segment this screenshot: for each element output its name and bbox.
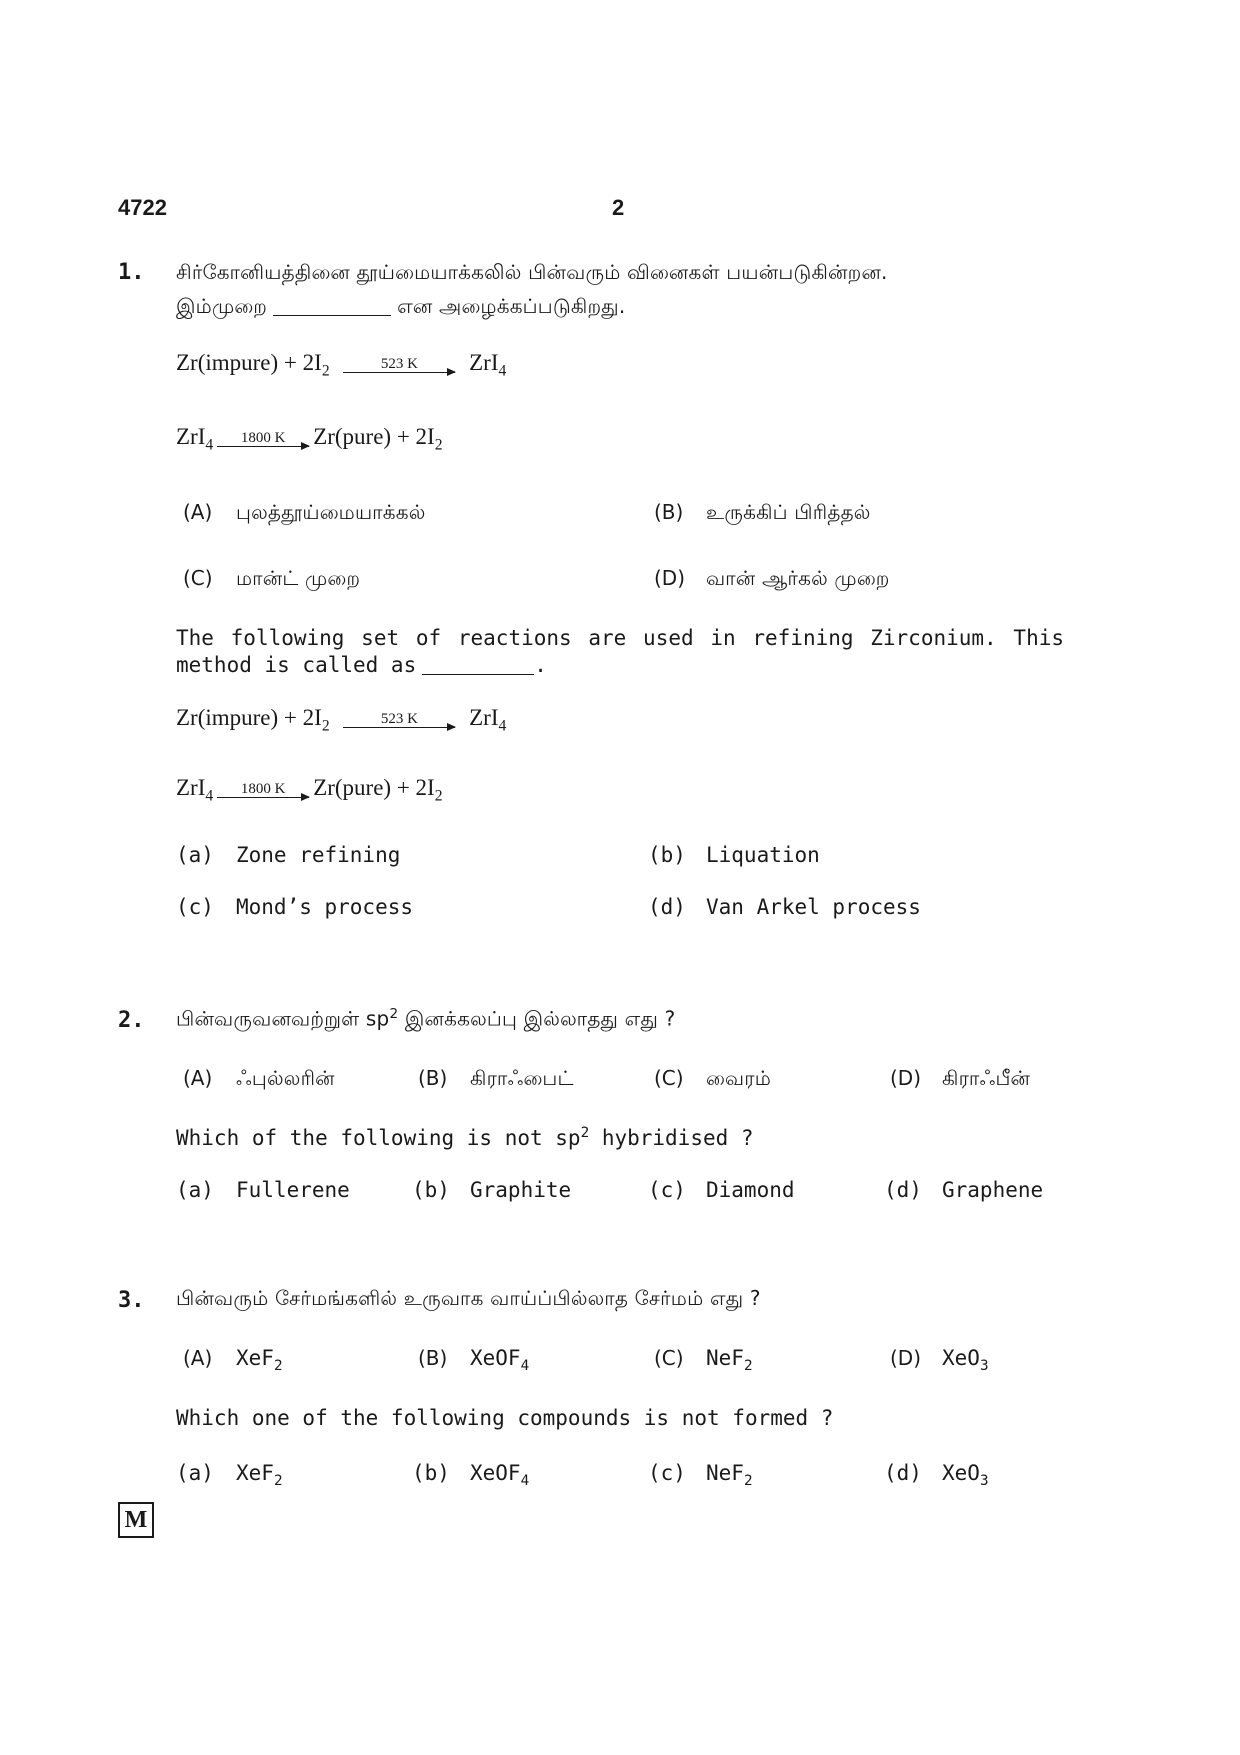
option-text: Graphene <box>942 1178 1044 1202</box>
option-label: (c) <box>176 895 214 919</box>
option-text: கிராஃபைட் <box>470 1066 574 1090</box>
reaction-equation: Zr(impure) + $2I_2$ 523 K ZrI$_4$ <box>176 705 507 735</box>
option-label: (b) <box>412 1461 450 1485</box>
option-text: வைரம் <box>706 1066 772 1090</box>
question-text-en: The following set of reactions are used in refining Zirconium. This method is called as . <box>176 626 1064 677</box>
option-label: (C) <box>183 566 213 590</box>
option-text: XeO$_3$ <box>942 1461 989 1490</box>
question-text-ta: பின்வரும் சேர்மங்களில் உருவாக வாய்ப்பில்லாத சேர்மம் எது ? <box>176 1286 761 1310</box>
option-label: (D) <box>890 1346 922 1370</box>
reaction-arrow: 523 K <box>343 711 455 728</box>
reaction-equation: ZrI$_4$ 1800 K Zr(pure) + $2I_2$ <box>176 775 443 805</box>
option-label: (d) <box>884 1461 922 1485</box>
option-text: XeF$_2$ <box>236 1461 283 1490</box>
answer-blank <box>422 674 534 675</box>
question-text-en: Which of the following is not $sp^2$ hybridised ? <box>176 1125 754 1150</box>
option-text: கிராஃபீன் <box>942 1066 1031 1090</box>
answer-blank <box>273 315 391 316</box>
reaction-equation: ZrI$_4$ 1800 K Zr(pure) + $2I_2$ <box>176 424 443 454</box>
question-text-ta-line2: இம்முறை என அழைக்கப்படுகிறது. <box>176 294 626 318</box>
page-number: 2 <box>612 195 625 220</box>
option-label: (A) <box>183 500 213 524</box>
option-label: (B) <box>418 1066 448 1090</box>
paper-code: 4722 <box>118 195 167 220</box>
option-label: (c) <box>648 1178 686 1202</box>
option-label: (B) <box>418 1346 448 1370</box>
option-label: (D) <box>654 566 686 590</box>
option-text: XeOF$_4$ <box>470 1346 530 1375</box>
option-label: (D) <box>890 1066 922 1090</box>
option-text: XeOF$_4$ <box>470 1461 530 1490</box>
option-label: (b) <box>648 843 686 867</box>
option-label: (A) <box>183 1066 213 1090</box>
reaction-arrow: 1800 K <box>217 781 309 798</box>
question-number: 3. <box>118 1288 145 1313</box>
option-text: Zone refining <box>236 843 401 867</box>
reaction-arrow: 523 K <box>343 356 455 373</box>
option-label: (b) <box>412 1178 450 1202</box>
question-text-ta: சிர்கோனியத்தினை தூய்மையாக்கலில் பின்வரும் வினைகள் பயன்படுகின்றன. <box>176 260 888 284</box>
option-text: NeF$_2$ <box>706 1461 753 1490</box>
option-label: (a) <box>176 1461 214 1485</box>
option-label: (B) <box>654 500 684 524</box>
option-text: வான் ஆர்கல் முறை <box>706 566 890 590</box>
option-text: NeF$_2$ <box>706 1346 753 1375</box>
option-text: Van Arkel process <box>706 895 921 919</box>
reaction-equation: Zr(impure) + $2I_2$ 523 K ZrI$_4$ <box>176 350 507 380</box>
option-label: (A) <box>183 1346 213 1370</box>
option-text: Fullerene <box>236 1178 350 1202</box>
reaction-arrow: 1800 K <box>217 430 309 447</box>
option-label: (C) <box>654 1066 684 1090</box>
option-label: (c) <box>648 1461 686 1485</box>
option-text: மான்ட் முறை <box>236 566 361 590</box>
option-label: (a) <box>176 1178 214 1202</box>
option-label: (a) <box>176 843 214 867</box>
option-text: Graphite <box>470 1178 572 1202</box>
option-text: XeO$_3$ <box>942 1346 989 1375</box>
question-text-en: Which one of the following compounds is not formed ? <box>176 1406 834 1430</box>
question-text-ta: பின்வருவனவற்றுள் $sp^2$ இனக்கலப்பு இல்லாதது எது ? <box>176 1006 676 1031</box>
series-mark-box: M <box>118 1502 154 1538</box>
question-number: 1. <box>118 260 145 285</box>
option-text: உருக்கிப் பிரித்தல் <box>706 500 871 524</box>
option-text: புலத்தூய்மையாக்கல் <box>236 500 426 524</box>
option-text: XeF$_2$ <box>236 1346 283 1375</box>
option-text: Mond’s process <box>236 895 414 919</box>
option-text: ஃபுல்லரின் <box>236 1066 335 1090</box>
option-label: (C) <box>654 1346 684 1370</box>
question-number: 2. <box>118 1008 145 1033</box>
option-label: (d) <box>884 1178 922 1202</box>
option-label: (d) <box>648 895 686 919</box>
option-text: Diamond <box>706 1178 795 1202</box>
option-text: Liquation <box>706 843 820 867</box>
